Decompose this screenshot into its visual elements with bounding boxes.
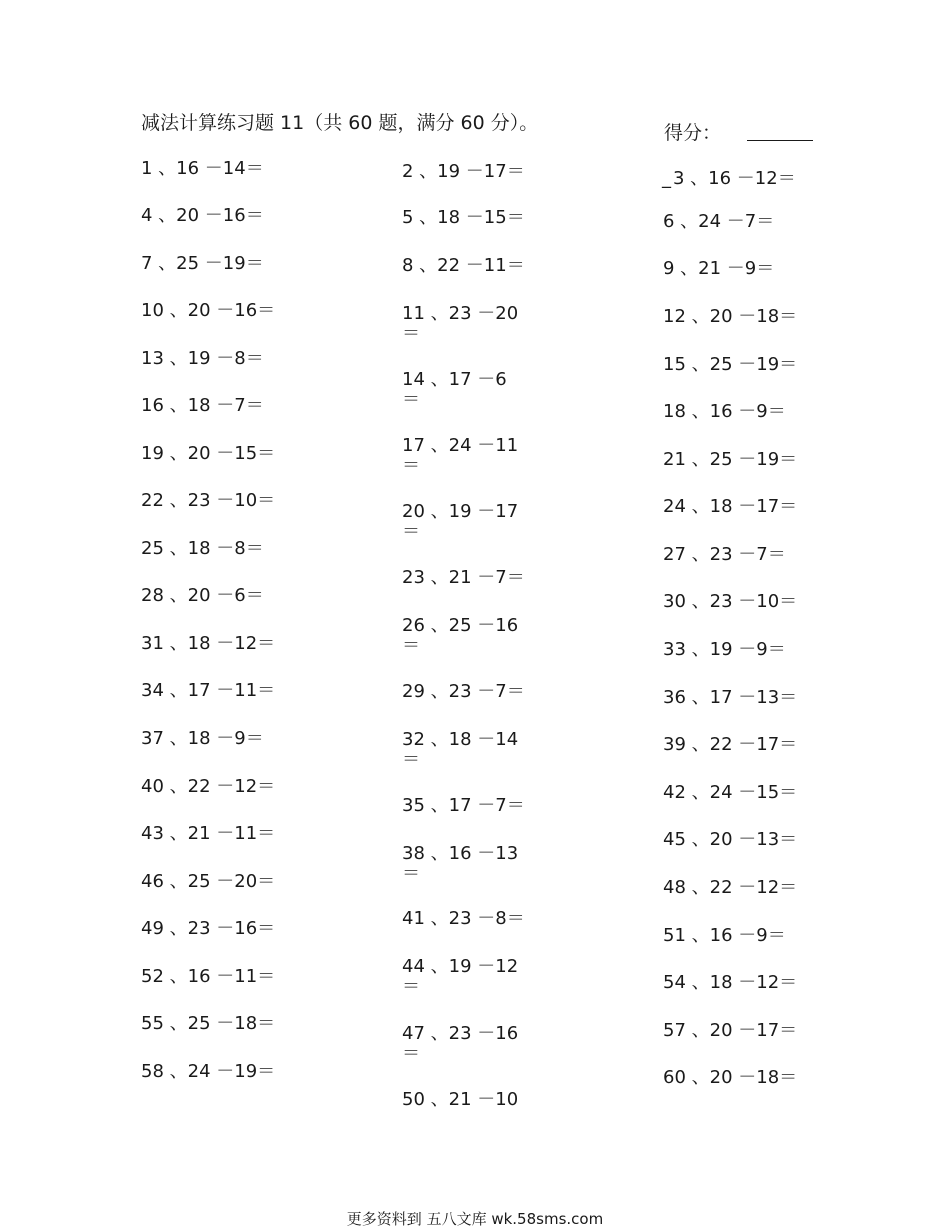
score-blank-line [747,122,813,141]
problem-9: 9 、21 －9＝ [663,258,775,279]
problem-27: 27 、23 －7＝ [663,544,786,565]
problem-45: 45 、20 －13＝ [663,829,798,850]
problem-46: 46 、25 －20＝ [141,871,276,892]
footer-note: 更多资料到 五八文库 wk.58sms.com [346,1210,604,1228]
problem-14-equals: ＝ [402,389,420,410]
problem-18: 18 、16 －9＝ [663,401,786,422]
problem-15: 15 、25 －19＝ [663,354,798,375]
problem-2: 2 、19 －17＝ [402,161,525,182]
problem-26-text: 26 、25 －16 [402,615,519,636]
problem-22: 22 、23 －10＝ [141,490,276,511]
problem-20-text: 20 、19 －17 [402,501,519,522]
problem-47-text: 47 、23 －16 [402,1023,519,1044]
problem-30: 30 、23 －10＝ [663,591,798,612]
problem-41: 41 、23 －8＝ [402,908,525,929]
problem-58: 58 、24 －19＝ [141,1061,276,1082]
problem-17-text: 17 、24 －11 [402,435,519,456]
problem-10: 10 、20 －16＝ [141,300,276,321]
problem-38 [402,844,518,884]
problem-31: 31 、18 －12＝ [141,633,276,654]
problem-24: 24 、18 －17＝ [663,496,798,517]
problem-20 [402,502,518,542]
problem-33: 33 、19 －9＝ [663,639,786,660]
problem-44-equals: ＝ [402,976,420,997]
problem-40: 40 、22 －12＝ [141,776,276,797]
problem-49: 49 、23 －16＝ [141,918,276,939]
problem-11 [402,304,518,344]
problem-37: 37 、18 －9＝ [141,728,264,749]
problem-6: 6 、24 －7＝ [663,211,775,232]
problem-47-equals: ＝ [402,1043,420,1064]
problem-20-equals: ＝ [402,521,420,542]
problem-16: 16 、18 －7＝ [141,395,264,416]
problem-29: 29 、23 －7＝ [402,681,525,702]
problem-7: 7 、25 －19＝ [141,253,264,274]
problem-55: 55 、25 －18＝ [141,1013,276,1034]
score-field [664,118,813,145]
problem-51: 51 、16 －9＝ [663,925,786,946]
problem-13: 13 、19 －8＝ [141,348,264,369]
problem-26-equals: ＝ [402,635,420,656]
problem-38-text: 38 、16 －13 [402,843,519,864]
problem-14 [402,370,507,410]
problem-12: 12 、20 －18＝ [663,306,798,327]
problem-11-text: 11 、23 －20 [402,303,519,324]
score-label: 得分： [664,122,722,144]
problem-3-underscore: _ [662,168,671,189]
problem-4: 4 、20 －16＝ [141,205,264,226]
problem-1: 1 、16 －14＝ [141,158,264,179]
problem-28: 28 、20 －6＝ [141,585,264,606]
problem-42: 42 、24 －15＝ [663,782,798,803]
problem-25: 25 、18 －8＝ [141,538,264,559]
problem-44-text: 44 、19 －12 [402,956,519,977]
problem-23: 23 、21 －7＝ [402,567,525,588]
problem-34: 34 、17 －11＝ [141,680,276,701]
problem-57: 57 、20 －17＝ [663,1020,798,1041]
problem-3 [662,169,796,189]
problem-14-text: 14 、17 －6 [402,369,507,390]
problem-43: 43 、21 －11＝ [141,823,276,844]
problem-36: 36 、17 －13＝ [663,687,798,708]
problem-17-equals: ＝ [402,455,420,476]
problem-48: 48 、22 －12＝ [663,877,798,898]
problem-39: 39 、22 －17＝ [663,734,798,755]
problem-32-text: 32 、18 －14 [402,729,519,750]
problem-8: 8 、22 －11＝ [402,255,525,276]
problem-60: 60 、20 －18＝ [663,1067,798,1088]
worksheet-title: 减法计算练习题 11（共 60 题，满分 60 分）。 [141,112,539,134]
problem-21: 21 、25 －19＝ [663,449,798,470]
problem-5: 5 、18 －15＝ [402,207,525,228]
problem-26 [402,616,518,656]
problem-47 [402,1024,518,1064]
problem-19: 19 、20 －15＝ [141,443,276,464]
problem-35: 35 、17 －7＝ [402,795,525,816]
problem-17 [402,436,518,476]
problem-44 [402,957,518,997]
problem-38-equals: ＝ [402,863,420,884]
problem-11-equals: ＝ [402,323,420,344]
problem-54: 54 、18 －12＝ [663,972,798,993]
problem-32-equals: ＝ [402,749,420,770]
page-cutoff-region [0,1090,950,1108]
problem-32 [402,730,518,770]
problem-50: 50 、21 －10 [402,1090,519,1108]
problem-3-text: 3 、16 －12＝ [673,168,796,189]
problem-52: 52 、16 －11＝ [141,966,276,987]
